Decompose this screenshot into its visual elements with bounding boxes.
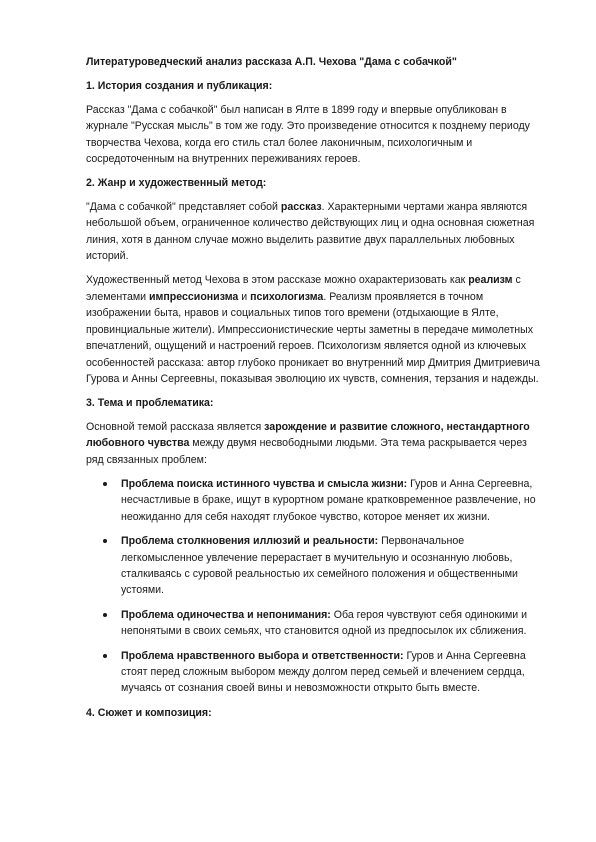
section-heading: 1. История создания и публикация: xyxy=(86,80,273,93)
section-heading: 2. Жанр и художественный метод: xyxy=(86,177,267,190)
bullet-icon xyxy=(103,539,107,543)
emphasis-text: рассказ xyxy=(280,200,322,213)
bullet-icon xyxy=(103,654,107,658)
document-body xyxy=(86,78,546,721)
paragraph-text: с элементами xyxy=(86,274,521,303)
paragraph-text: между двумя несвободными людьми. Эта тема раскрывается через ряд связанных проблем: xyxy=(86,437,527,466)
paragraph xyxy=(86,272,546,387)
list-item xyxy=(86,648,546,697)
list-item-text: Первоначальное легкомысленное увлечение перерастает в мучительную и осознанную любовь, сталкиваясь с суровой реальностью их семейного положения и общественными устоями. xyxy=(121,535,518,597)
list-item-label: Проблема столкновения иллюзий и реальности: xyxy=(121,535,379,548)
paragraph-text: Рассказ "Дама с собачкой" был написан в Ялте в 1899 году и впервые опубликован в журнале "Русская мысль" в том же году. Это произведение относится к позднему периоду творчества Чехова, когда его стиль стал более лаконичным, психологичным и сосредоточенным на внутренних переживаниях героев. xyxy=(86,103,530,166)
paragraph xyxy=(86,419,546,468)
bullet-icon xyxy=(103,613,107,617)
list-item-text: Оба героя чувствуют себя одинокими и непонятыми в своих семьях, что становится одной из предпосылок их сближения. xyxy=(121,608,528,638)
bullet-icon xyxy=(103,482,107,486)
document-page xyxy=(86,54,546,728)
list-item-text: Гуров и Анна Сергеевна, несчастливые в браке, ищут в курортном романе кратковременное развлечение, но неожиданно для себя находят глубокое чувство, которое меняет их жизни. xyxy=(121,477,536,523)
paragraph xyxy=(86,102,546,168)
paragraph xyxy=(86,199,546,265)
paragraph-text: . Реализм проявляется в точном изображении быта, нравов и социальных типов того времени (отдыхающие в Ялте, провинциальные жители). Импрессионистические черты заметны в передаче мимолетных впечатлений, ощущений и настроений героев. Психологизм является одной из ключевых особенностей рассказа: автор глубоко проникает во внутренний мир Дмитрия Дмитриевича Гурова и Анны Сергеевны, показывая эволюцию их чувств, сомнения, терзания и надежды. xyxy=(86,290,540,385)
paragraph-text: . Характерными чертами жанра являются небольшой объем, ограниченное количество действующих лиц и одна основная сюжетная линия, хотя в данном случае можно выделить развитие двух параллельных любовных историй. xyxy=(86,200,535,263)
paragraph-text: и xyxy=(238,290,251,303)
paragraph-text: "Дама с собачкой" представляет собой xyxy=(86,200,281,213)
emphasis-text: психологизма xyxy=(250,290,324,303)
list-item-text: Гуров и Анна Сергеевна стоят перед сложным выбором между долгом перед семьей и влечением сердца, мучаясь от сознания своей вины и невозможности открыто быть вместе. xyxy=(121,649,526,695)
section-heading: 3. Тема и проблематика: xyxy=(86,397,214,410)
document-title: Литературоведческий анализ рассказа А.П. Чехова "Дама с собачкой" xyxy=(86,56,457,68)
paragraph-text: Основной темой рассказа является xyxy=(86,420,265,433)
emphasis-text: реализм xyxy=(468,274,513,287)
list-item-label: Проблема поиска истинного чувства и смысла жизни: xyxy=(121,477,408,490)
emphasis-text: импрессионизма xyxy=(149,290,239,303)
problem-list xyxy=(86,476,546,697)
list-item xyxy=(86,533,546,599)
section-heading: 4. Сюжет и композиция: xyxy=(86,706,212,719)
list-item-label: Проблема одиночества и непонимания: xyxy=(121,608,331,621)
list-item xyxy=(86,607,546,640)
emphasis-text: зарождение и развитие сложного, нестандартного любовного чувства xyxy=(86,420,530,450)
list-item-label: Проблема нравственного выбора и ответственности: xyxy=(121,649,404,662)
list-item xyxy=(86,476,546,525)
paragraph-text: Художественный метод Чехова в этом рассказе можно охарактеризовать как xyxy=(86,274,469,287)
